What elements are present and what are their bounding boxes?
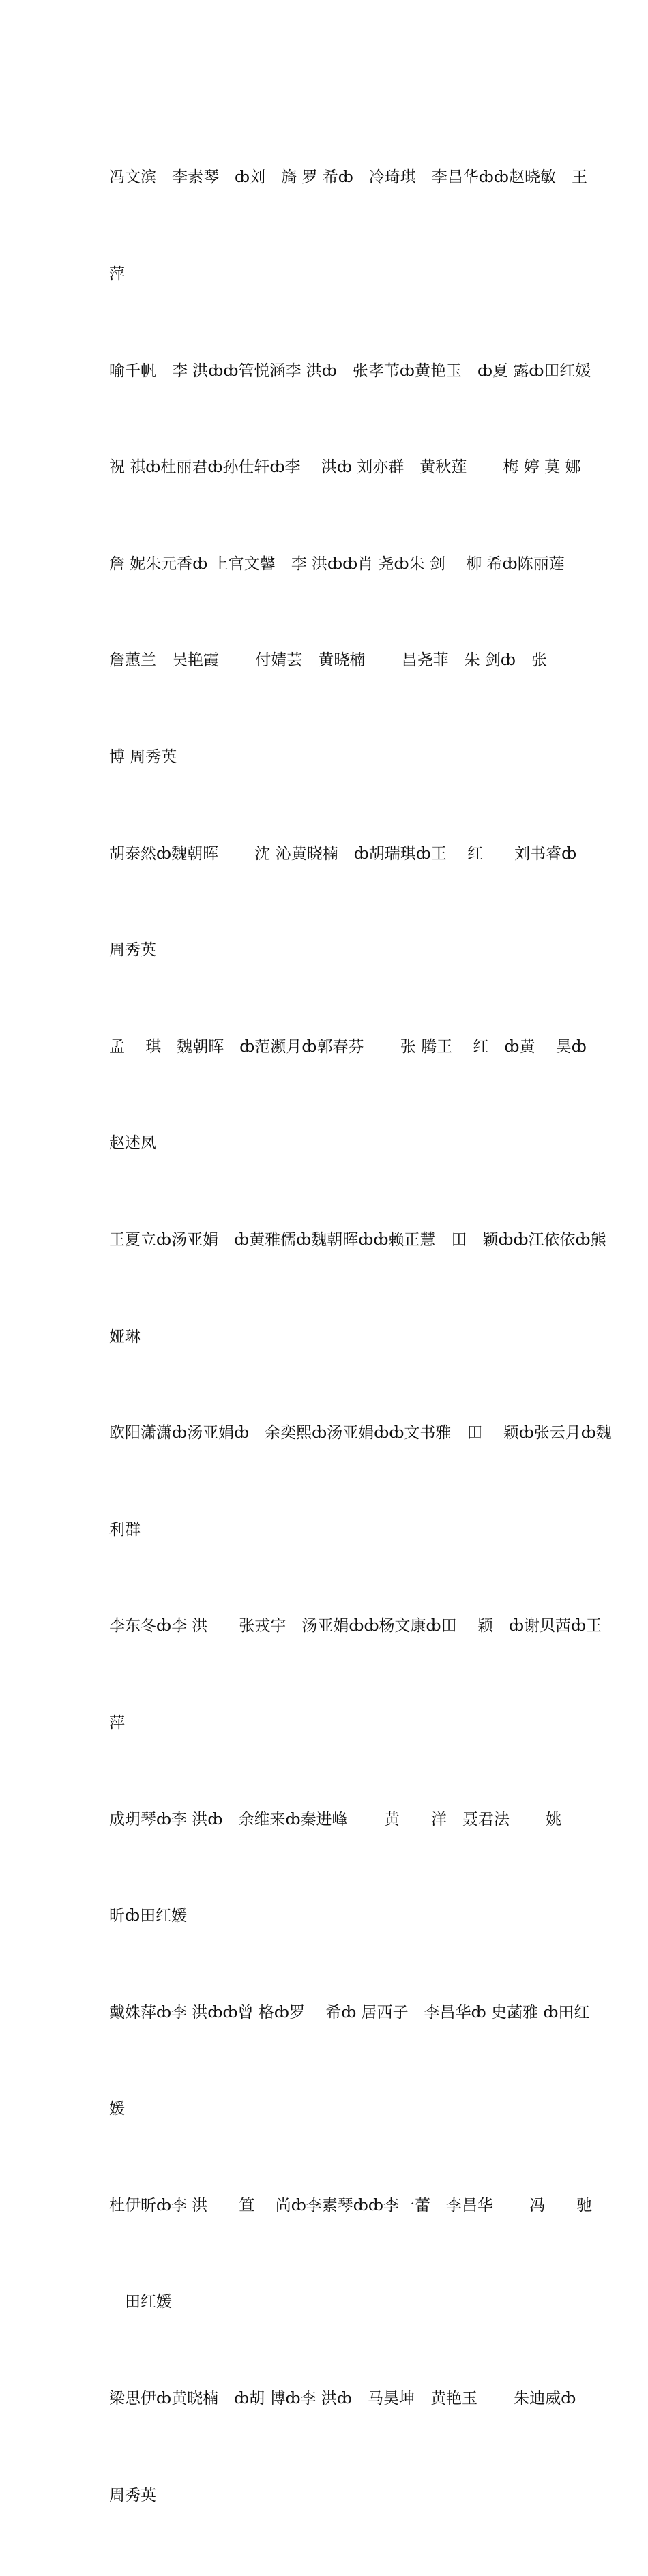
- text-line: 欧阳潇潇ȸ汤亚娟ȸ 余奕熙ȸ汤亚娟ȸȸ文书雅 田 颖ȸ张云月ȸ魏: [109, 1424, 612, 1442]
- text-line: 娅琳: [109, 1327, 141, 1346]
- text-line: 胡泰然ȸ魏朝晖 沈 沁黄晓楠 ȸ胡瑞琪ȸ王 红 刘书睿ȸ: [109, 844, 577, 863]
- text-line: 戴姝萍ȸ李 洪ȸȸ曾 格ȸ罗 希ȸ 居西子 李昌华ȸ 史菡雅 ȸ田红: [109, 2003, 590, 2022]
- text-line: 博 周秀英: [109, 747, 177, 766]
- text-line: 赵述凤: [109, 1134, 156, 1153]
- text-line: 喻千帆 李 洪ȸȸ管悦涵李 洪ȸ 张孝苇ȸ黄艳玉 ȸ夏 露ȸ田红媛: [109, 361, 591, 380]
- text-line: 萍: [109, 1713, 125, 1732]
- text-line: 周秀英: [109, 2486, 156, 2504]
- text-line: 周秀英: [109, 941, 156, 960]
- text-line: 祝 祺ȸ杜丽君ȸ孙仕轩ȸ李 洪ȸ 刘亦群 黄秋莲 梅 婷 莫 娜: [109, 458, 581, 477]
- text-line: 成玥琴ȸ李 洪ȸ 余维来ȸ秦进峰 黄 洋 聂君法 姚: [109, 1810, 562, 1829]
- text-line: 梁思伊ȸ黄晓楠 ȸ胡 博ȸ李 洪ȸ 马昊坤 黄艳玉 朱迪威ȸ: [109, 2390, 576, 2408]
- text-line: 王夏立ȸ汤亚娟 ȸ黄雅儒ȸ魏朝晖ȸȸ赖正慧 田 颖ȸȸ江依依ȸ熊: [109, 1230, 606, 1249]
- text-line: 李东冬ȸ李 洪 张戎宇 汤亚娟ȸȸ杨文康ȸ田 颖 ȸ谢贝茜ȸ王: [109, 1617, 602, 1635]
- text-line: 利群: [109, 1520, 141, 1539]
- text-line: 詹 妮朱元香ȸ 上官文馨 李 洪ȸȸ肖 尧ȸ朱 剑 柳 希ȸ陈丽莲: [109, 554, 565, 573]
- text-line: 杜伊昕ȸ李 洪 笪 尚ȸ李素琴ȸȸ李一蕾 李昌华 冯 驰: [109, 2196, 593, 2215]
- text-line: 田红媛: [109, 2293, 172, 2311]
- text-line: 冯文滨 李素琴 ȸ刘 旖 罗 希ȸ 冷琦琪 李昌华ȸȸ赵晓敏 王: [109, 168, 587, 187]
- text-line: 詹蕙兰 吴艳霞 付婧芸 黄晓楠 昌尧菲 朱 剑ȸ 张: [109, 651, 548, 670]
- name-list: [109, 98, 612, 2576]
- text-line: 媛: [109, 2100, 125, 2118]
- text-line: 孟 琪 魏朝晖 ȸ范濒月ȸ郭春芬 张 腾王 红 ȸ黄 昊ȸ: [109, 1037, 587, 1056]
- text-line: 昕ȸ田红媛: [109, 1907, 188, 1925]
- text-line: 萍: [109, 265, 125, 283]
